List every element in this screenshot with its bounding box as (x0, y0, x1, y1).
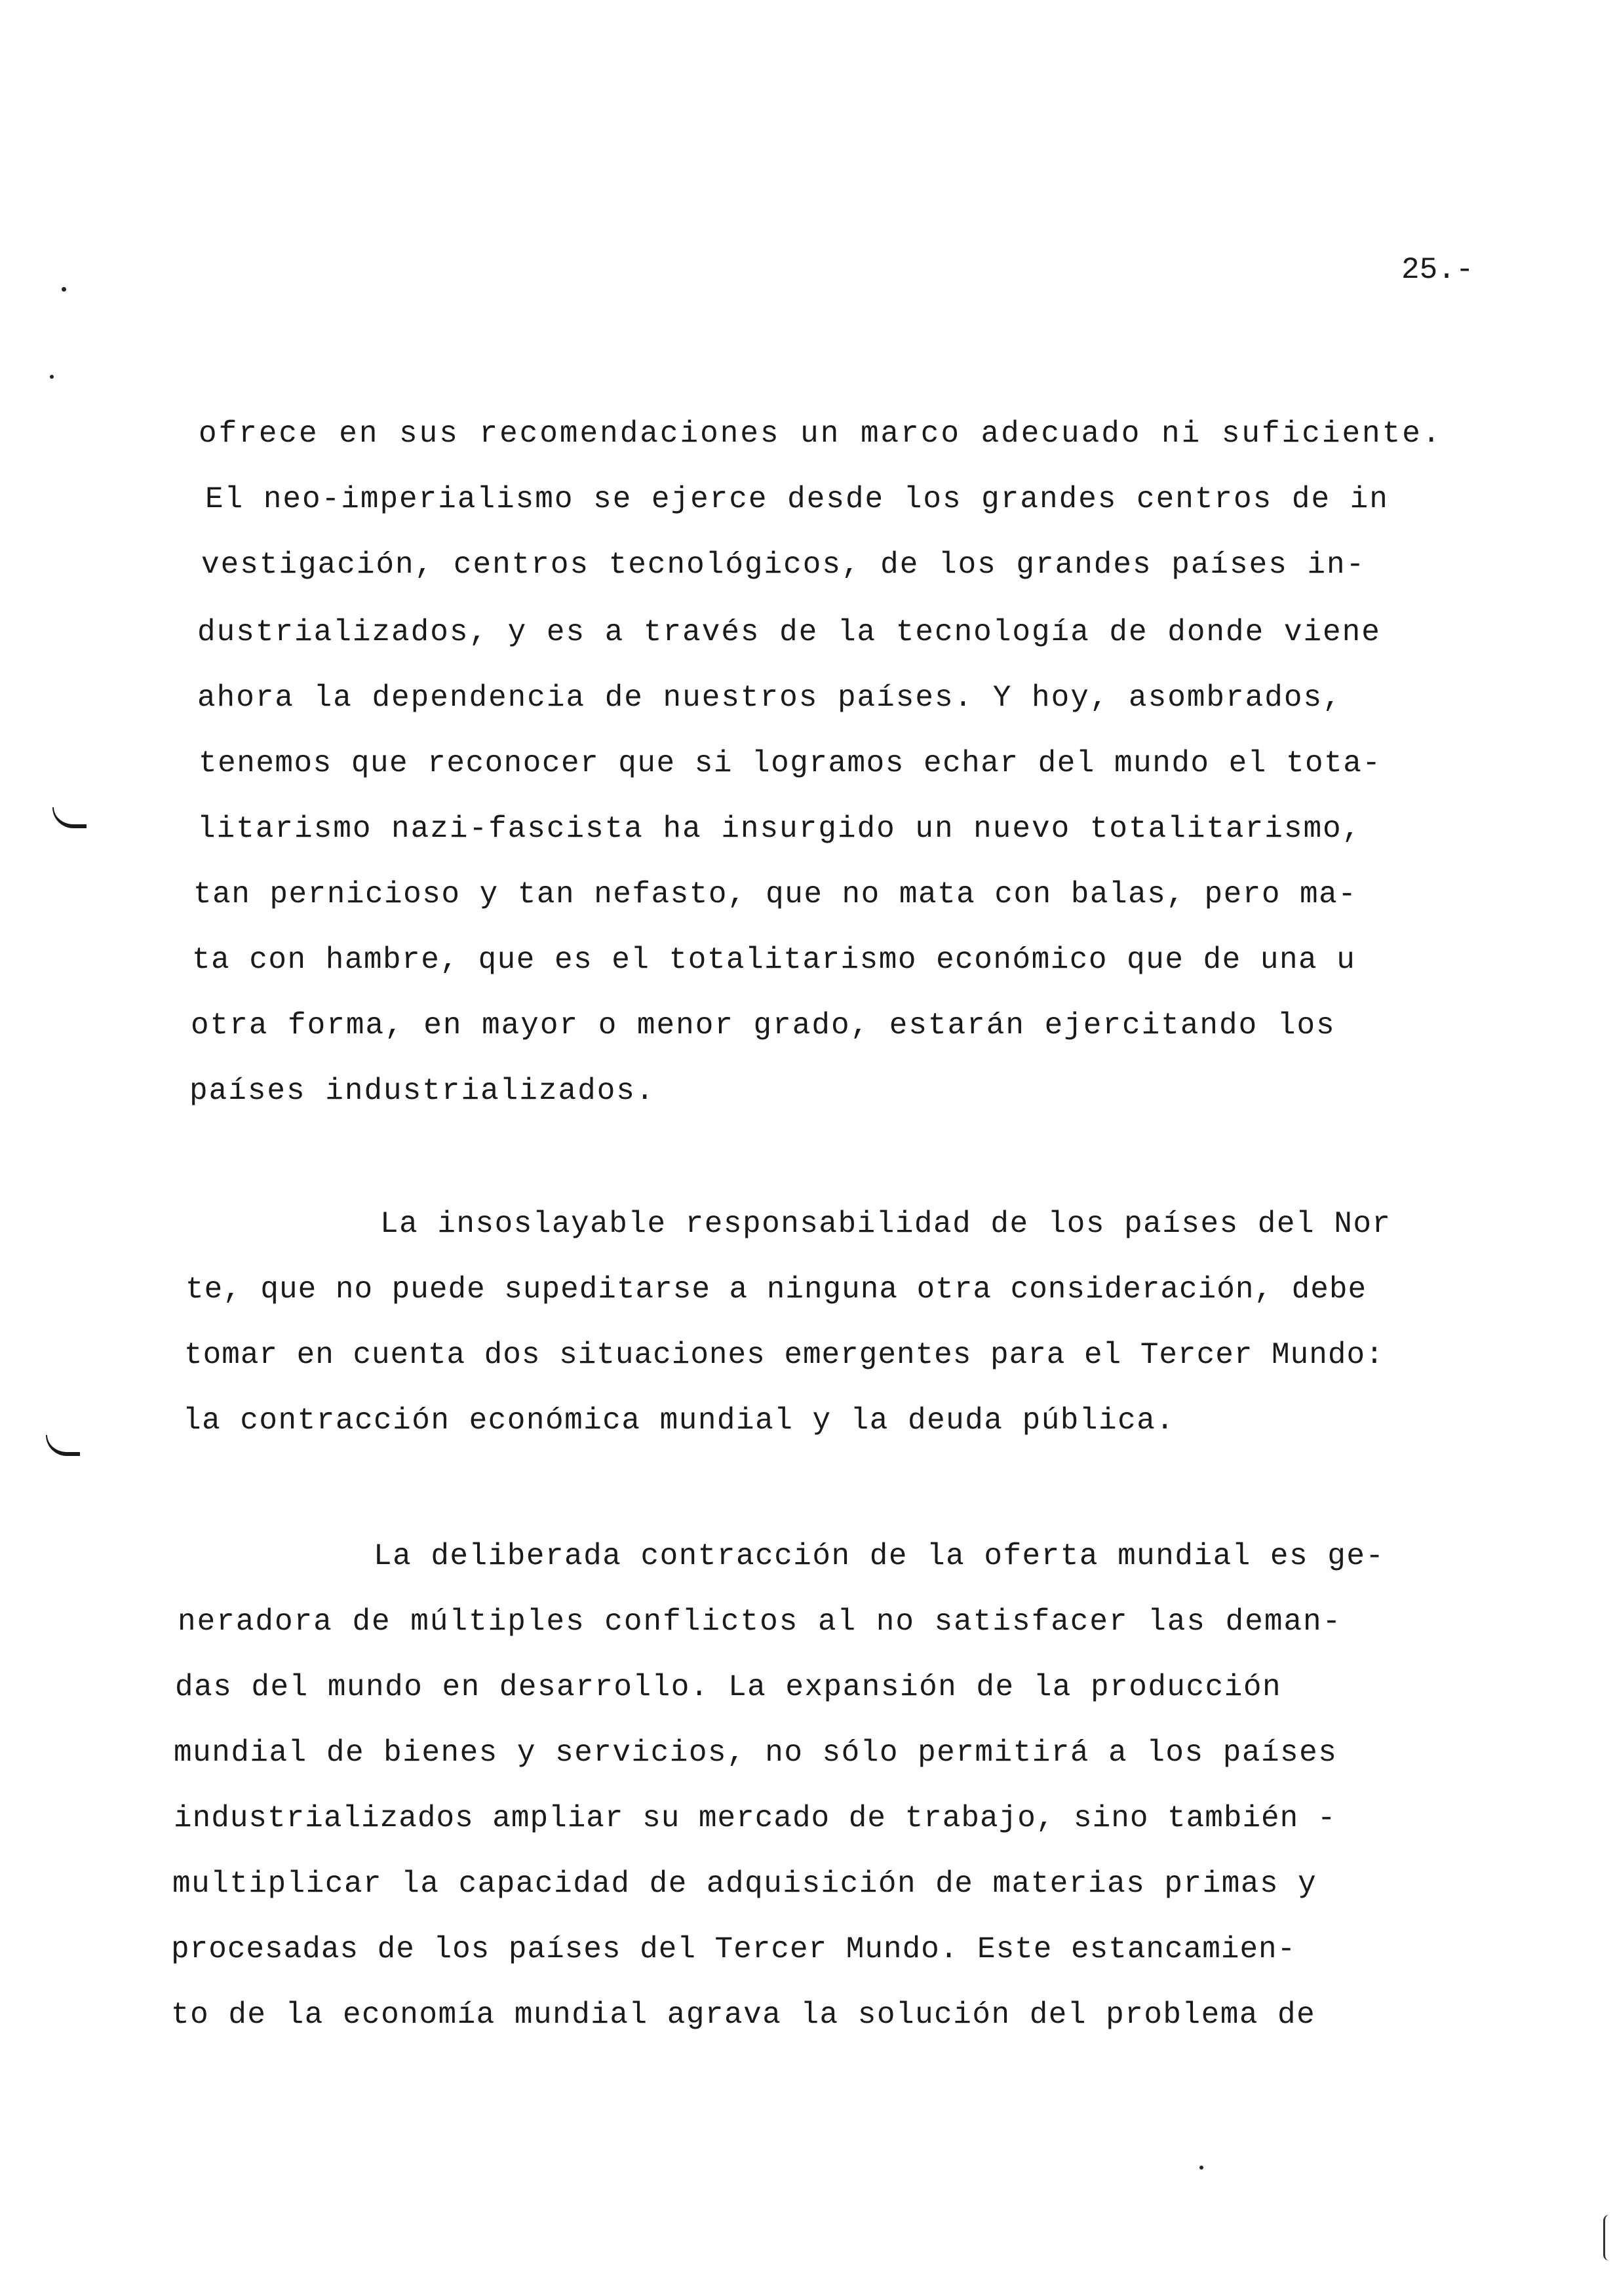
text-line: industrializados ampliar su mercado de trabajo, sino también - (174, 1801, 1336, 1835)
text-line: to de la economía mundial agrava la solución del problema de (171, 1998, 1316, 2032)
text-line: La deliberada contracción de la oferta mundial es ge- (374, 1539, 1385, 1573)
text-line: mundial de bienes y servicios, no sólo permitirá a los países (174, 1736, 1338, 1770)
text-line: dustrializados, y es a través de la tecnología de donde viene (197, 615, 1381, 649)
margin-dot-mark (50, 375, 54, 379)
text-line: tenemos que reconocer que si logramos echar del mundo el tota- (199, 746, 1382, 780)
text-line: vestigación, centros tecnológicos, de los grandes países in- (201, 548, 1366, 582)
hole-punch-mark (52, 807, 87, 828)
page-number: 25.- (1401, 253, 1474, 287)
text-line: ta con hambre, que es el totalitarismo económico que de una u (192, 943, 1356, 977)
text-line: otra forma, en mayor o menor grado, estarán ejercitando los (191, 1008, 1336, 1043)
text-line: ahora la dependencia de nuestros países. Y hoy, asombrados, (197, 681, 1342, 715)
text-line: te, que no puede supeditarse a ninguna otra consideración, debe (185, 1272, 1367, 1307)
text-line: la contracción económica mundial y la deuda pública. (183, 1404, 1175, 1438)
page-edge-mark (1603, 2215, 1609, 2261)
margin-dot-mark (1199, 2166, 1203, 2170)
text-line: procesadas de los países del Tercer Mundo. Este estancamien- (171, 1932, 1296, 1966)
text-line: das del mundo en desarrollo. La expansión de la producción (175, 1670, 1282, 1704)
text-line: países industrializados. (189, 1074, 655, 1108)
text-line: neradora de múltiples conflictos al no satisfacer las deman- (178, 1605, 1342, 1639)
text-line: tomar en cuenta dos situaciones emergentes para el Tercer Mundo: (184, 1338, 1384, 1372)
hole-punch-mark (46, 1435, 80, 1456)
text-line: litarismo nazi-fascista ha insurgido un nuevo totalitarismo, (197, 812, 1362, 846)
text-line: El neo-imperialismo se ejerce desde los grandes centros de in (205, 482, 1389, 516)
text-line: multiplicar la capacidad de adquisición de materias primas y (172, 1867, 1317, 1901)
text-line: tan pernicioso y tan nefasto, que no mata con balas, pero ma- (193, 877, 1357, 911)
margin-dot-mark (62, 287, 66, 292)
text-line: La insoslayable responsabilidad de los países del Nor (380, 1207, 1391, 1241)
text-line: ofrece en sus recomendaciones un marco adecuado ni suficiente. (199, 417, 1443, 451)
